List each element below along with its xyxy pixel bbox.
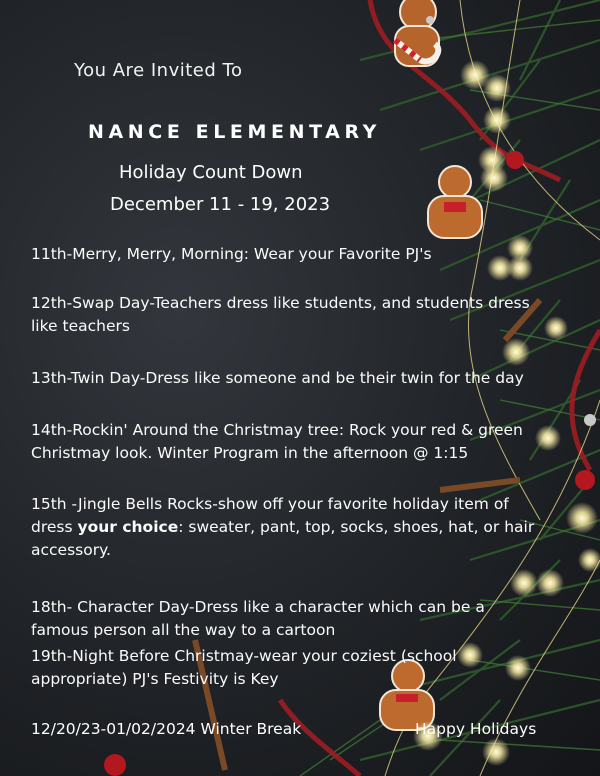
event-line: Christmay look. Winter Program in the afternoon @ 1:15: [31, 444, 469, 462]
event-dates: December 11 - 19, 2023: [110, 194, 331, 215]
gingerbread-cookie-middle: [428, 166, 482, 238]
event-line: [31, 516, 534, 539]
event-line: 15th -Jingle Bells Rocks-show off your favorite holiday item of: [31, 495, 509, 513]
event-item: [31, 292, 530, 338]
event-line: like teachers: [31, 317, 130, 335]
event-title: Holiday Count Down: [119, 162, 303, 183]
event-item: [31, 419, 523, 465]
event-line: appropriate) PJ's Festivity is Key: [31, 670, 279, 688]
event-line: accessory.: [31, 541, 111, 559]
winter-break-dates: 12/20/23-01/02/2024 Winter Break: [31, 720, 302, 738]
event-line: famous person all the way to a cartoon: [31, 621, 336, 639]
event-line: 14th-Rockin' Around the Christmay tree: Rock your red & green: [31, 421, 523, 439]
holiday-greeting: Happy Holidays: [415, 720, 537, 738]
event-text: dress: [31, 518, 78, 536]
event-line: 13th-Twin Day-Dress like someone and be their twin for the day: [31, 369, 524, 387]
event-line: 18th- Character Day-Dress like a character which can be a: [31, 598, 485, 616]
school-name: NANCE ELEMENTARY: [88, 121, 382, 143]
event-item: [31, 645, 457, 691]
event-line: 12th-Swap Day-Teachers dress like students, and students dress: [31, 294, 530, 312]
event-line: 19th-Night Before Christmay-wear your coziest (school: [31, 647, 457, 665]
event-line: 11th-Merry, Merry, Morning: Wear your Favorite PJ's: [31, 245, 432, 263]
event-item: [31, 493, 534, 562]
event-item: [31, 596, 485, 642]
invitation-intro: You Are Invited To: [74, 60, 243, 81]
event-emphasis: your choice: [77, 518, 179, 536]
event-text: : sweater, pant, top, socks, shoes, hat, or hair: [178, 518, 535, 536]
event-item: [31, 367, 524, 390]
event-item: [31, 243, 432, 266]
